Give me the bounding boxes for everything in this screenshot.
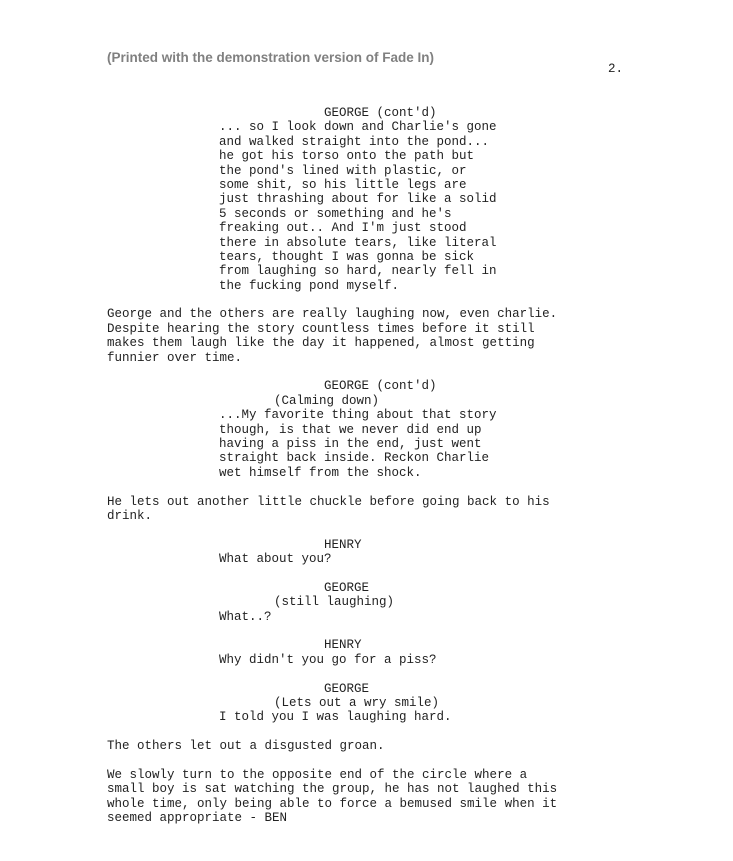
paren-line: (Lets out a wry smile) — [274, 696, 440, 711]
dialogue-line: 5 seconds or something and he's — [219, 206, 452, 221]
action-line: makes them laugh like the day it happened, almost getting — [107, 336, 535, 351]
character-line: GEORGE (cont'd) — [324, 379, 437, 394]
dialogue-line: there in absolute tears, like literal — [219, 235, 497, 250]
character-line: GEORGE — [324, 580, 370, 595]
action-line: seemed appropriate - BEN — [107, 811, 288, 826]
action-line: We slowly turn to the opposite end of the circle where a — [107, 767, 528, 782]
dialogue-block — [107, 408, 667, 480]
blank-line — [107, 725, 667, 739]
action-block — [107, 739, 667, 753]
blank-line — [107, 523, 667, 537]
dialogue-block — [107, 610, 667, 624]
dialogue-line: and walked straight into the pond... — [219, 134, 490, 149]
blank-line — [107, 293, 667, 307]
dialogue-line: ...My favorite thing about that story — [219, 408, 497, 423]
dialogue-block — [107, 710, 667, 724]
character-line: GEORGE — [324, 681, 370, 696]
page-number: 2. — [608, 62, 624, 76]
script-body — [107, 106, 667, 826]
dialogue-line: the pond's lined with plastic, or — [219, 163, 467, 178]
character-block — [107, 106, 667, 120]
action-line: Despite hearing the story countless times before it still — [107, 321, 535, 336]
dialogue-line: the fucking pond myself. — [219, 278, 400, 293]
character-block — [107, 379, 667, 393]
demo-version-notice: (Printed with the demonstration version of Fade In) — [107, 50, 435, 65]
character-line: HENRY — [324, 638, 362, 653]
character-block — [107, 581, 667, 595]
dialogue-line: having a piss in the end, just went — [219, 436, 482, 451]
blank-line — [107, 365, 667, 379]
dialogue-block — [107, 552, 667, 566]
dialogue-line: though, is that we never did end up — [219, 422, 482, 437]
paren-line: (still laughing) — [274, 595, 395, 610]
dialogue-block — [107, 120, 667, 293]
action-line: He lets out another little chuckle before going back to his — [107, 494, 550, 509]
action-line: George and the others are really laughing now, even charlie. — [107, 307, 558, 322]
character-block — [107, 638, 667, 652]
action-block — [107, 307, 667, 365]
dialogue-line: What about you? — [219, 552, 332, 567]
dialogue-block — [107, 653, 667, 667]
paren-block — [107, 696, 667, 710]
blank-line — [107, 624, 667, 638]
action-block — [107, 495, 667, 524]
paren-line: (Calming down) — [274, 393, 380, 408]
action-line: The others let out a disgusted groan. — [107, 739, 385, 754]
blank-line — [107, 480, 667, 494]
character-line: GEORGE (cont'd) — [324, 106, 437, 120]
action-line: small boy is sat watching the group, he has not laughed this — [107, 782, 558, 797]
dialogue-line: straight back inside. Reckon Charlie — [219, 451, 490, 466]
character-line: HENRY — [324, 537, 362, 552]
blank-line — [107, 667, 667, 681]
dialogue-line: just thrashing about for like a solid — [219, 192, 497, 207]
dialogue-line: freaking out.. And I'm just stood — [219, 221, 467, 236]
paren-block — [107, 595, 667, 609]
dialogue-line: from laughing so hard, nearly fell in — [219, 264, 497, 279]
blank-line — [107, 754, 667, 768]
paren-block — [107, 394, 667, 408]
dialogue-line: he got his torso onto the path but — [219, 149, 475, 164]
action-block — [107, 768, 667, 826]
character-block — [107, 538, 667, 552]
blank-line — [107, 567, 667, 581]
dialogue-line: What..? — [219, 609, 272, 624]
dialogue-line: wet himself from the shock. — [219, 465, 422, 480]
character-block — [107, 682, 667, 696]
dialogue-line: tears, thought I was gonna be sick — [219, 249, 475, 264]
action-line: whole time, only being able to force a bemused smile when it — [107, 796, 558, 811]
action-line: funnier over time. — [107, 350, 243, 365]
dialogue-line: ... so I look down and Charlie's gone — [219, 120, 497, 135]
dialogue-line: Why didn't you go for a piss? — [219, 652, 437, 667]
action-line: drink. — [107, 508, 153, 523]
dialogue-line: some shit, so his little legs are — [219, 177, 467, 192]
dialogue-line: I told you I was laughing hard. — [219, 710, 452, 725]
